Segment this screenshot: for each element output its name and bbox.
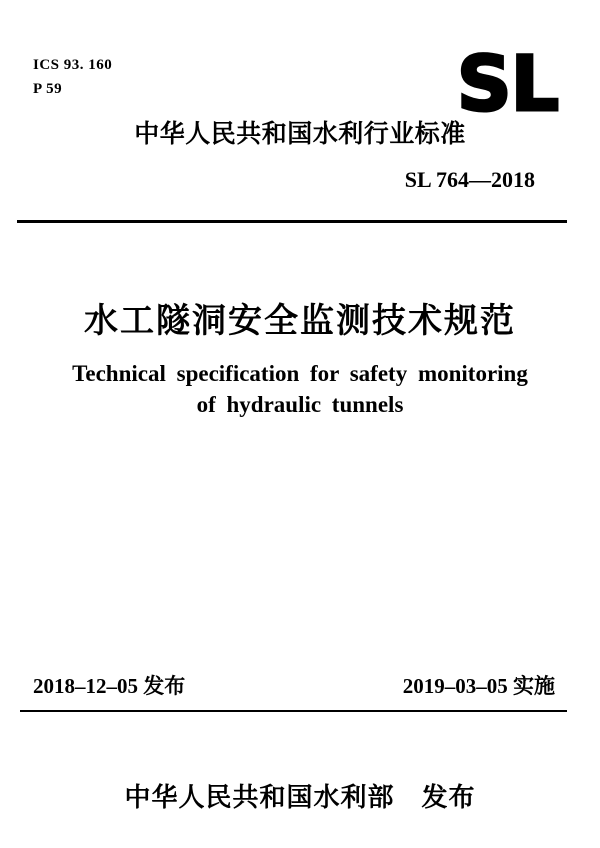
standard-category-title: 中华人民共和国水利行业标准 <box>134 120 466 148</box>
title-english <box>0 358 600 420</box>
top-divider-rule <box>17 220 567 223</box>
standard-number: SL 764—2018 <box>404 167 535 192</box>
sl-logo: SL <box>456 39 558 128</box>
title-chinese: 水工隧洞安全监测技术规范 <box>84 302 516 340</box>
publisher-line: 中华人民共和国水利部 发布 <box>124 782 476 812</box>
implementation-date: 2019–03–05 实施 <box>402 674 555 698</box>
title-english-line2: of hydraulic tunnels <box>196 392 404 417</box>
p-classification-code: P 59 <box>33 81 63 97</box>
bottom-divider-rule <box>20 710 567 712</box>
dates-row <box>33 673 555 699</box>
issue-date: 2018–12–05 发布 <box>33 674 186 698</box>
ics-code: ICS 93. 160 <box>33 57 113 73</box>
title-english-line1: Technical specification for safety monitoring <box>72 361 528 386</box>
